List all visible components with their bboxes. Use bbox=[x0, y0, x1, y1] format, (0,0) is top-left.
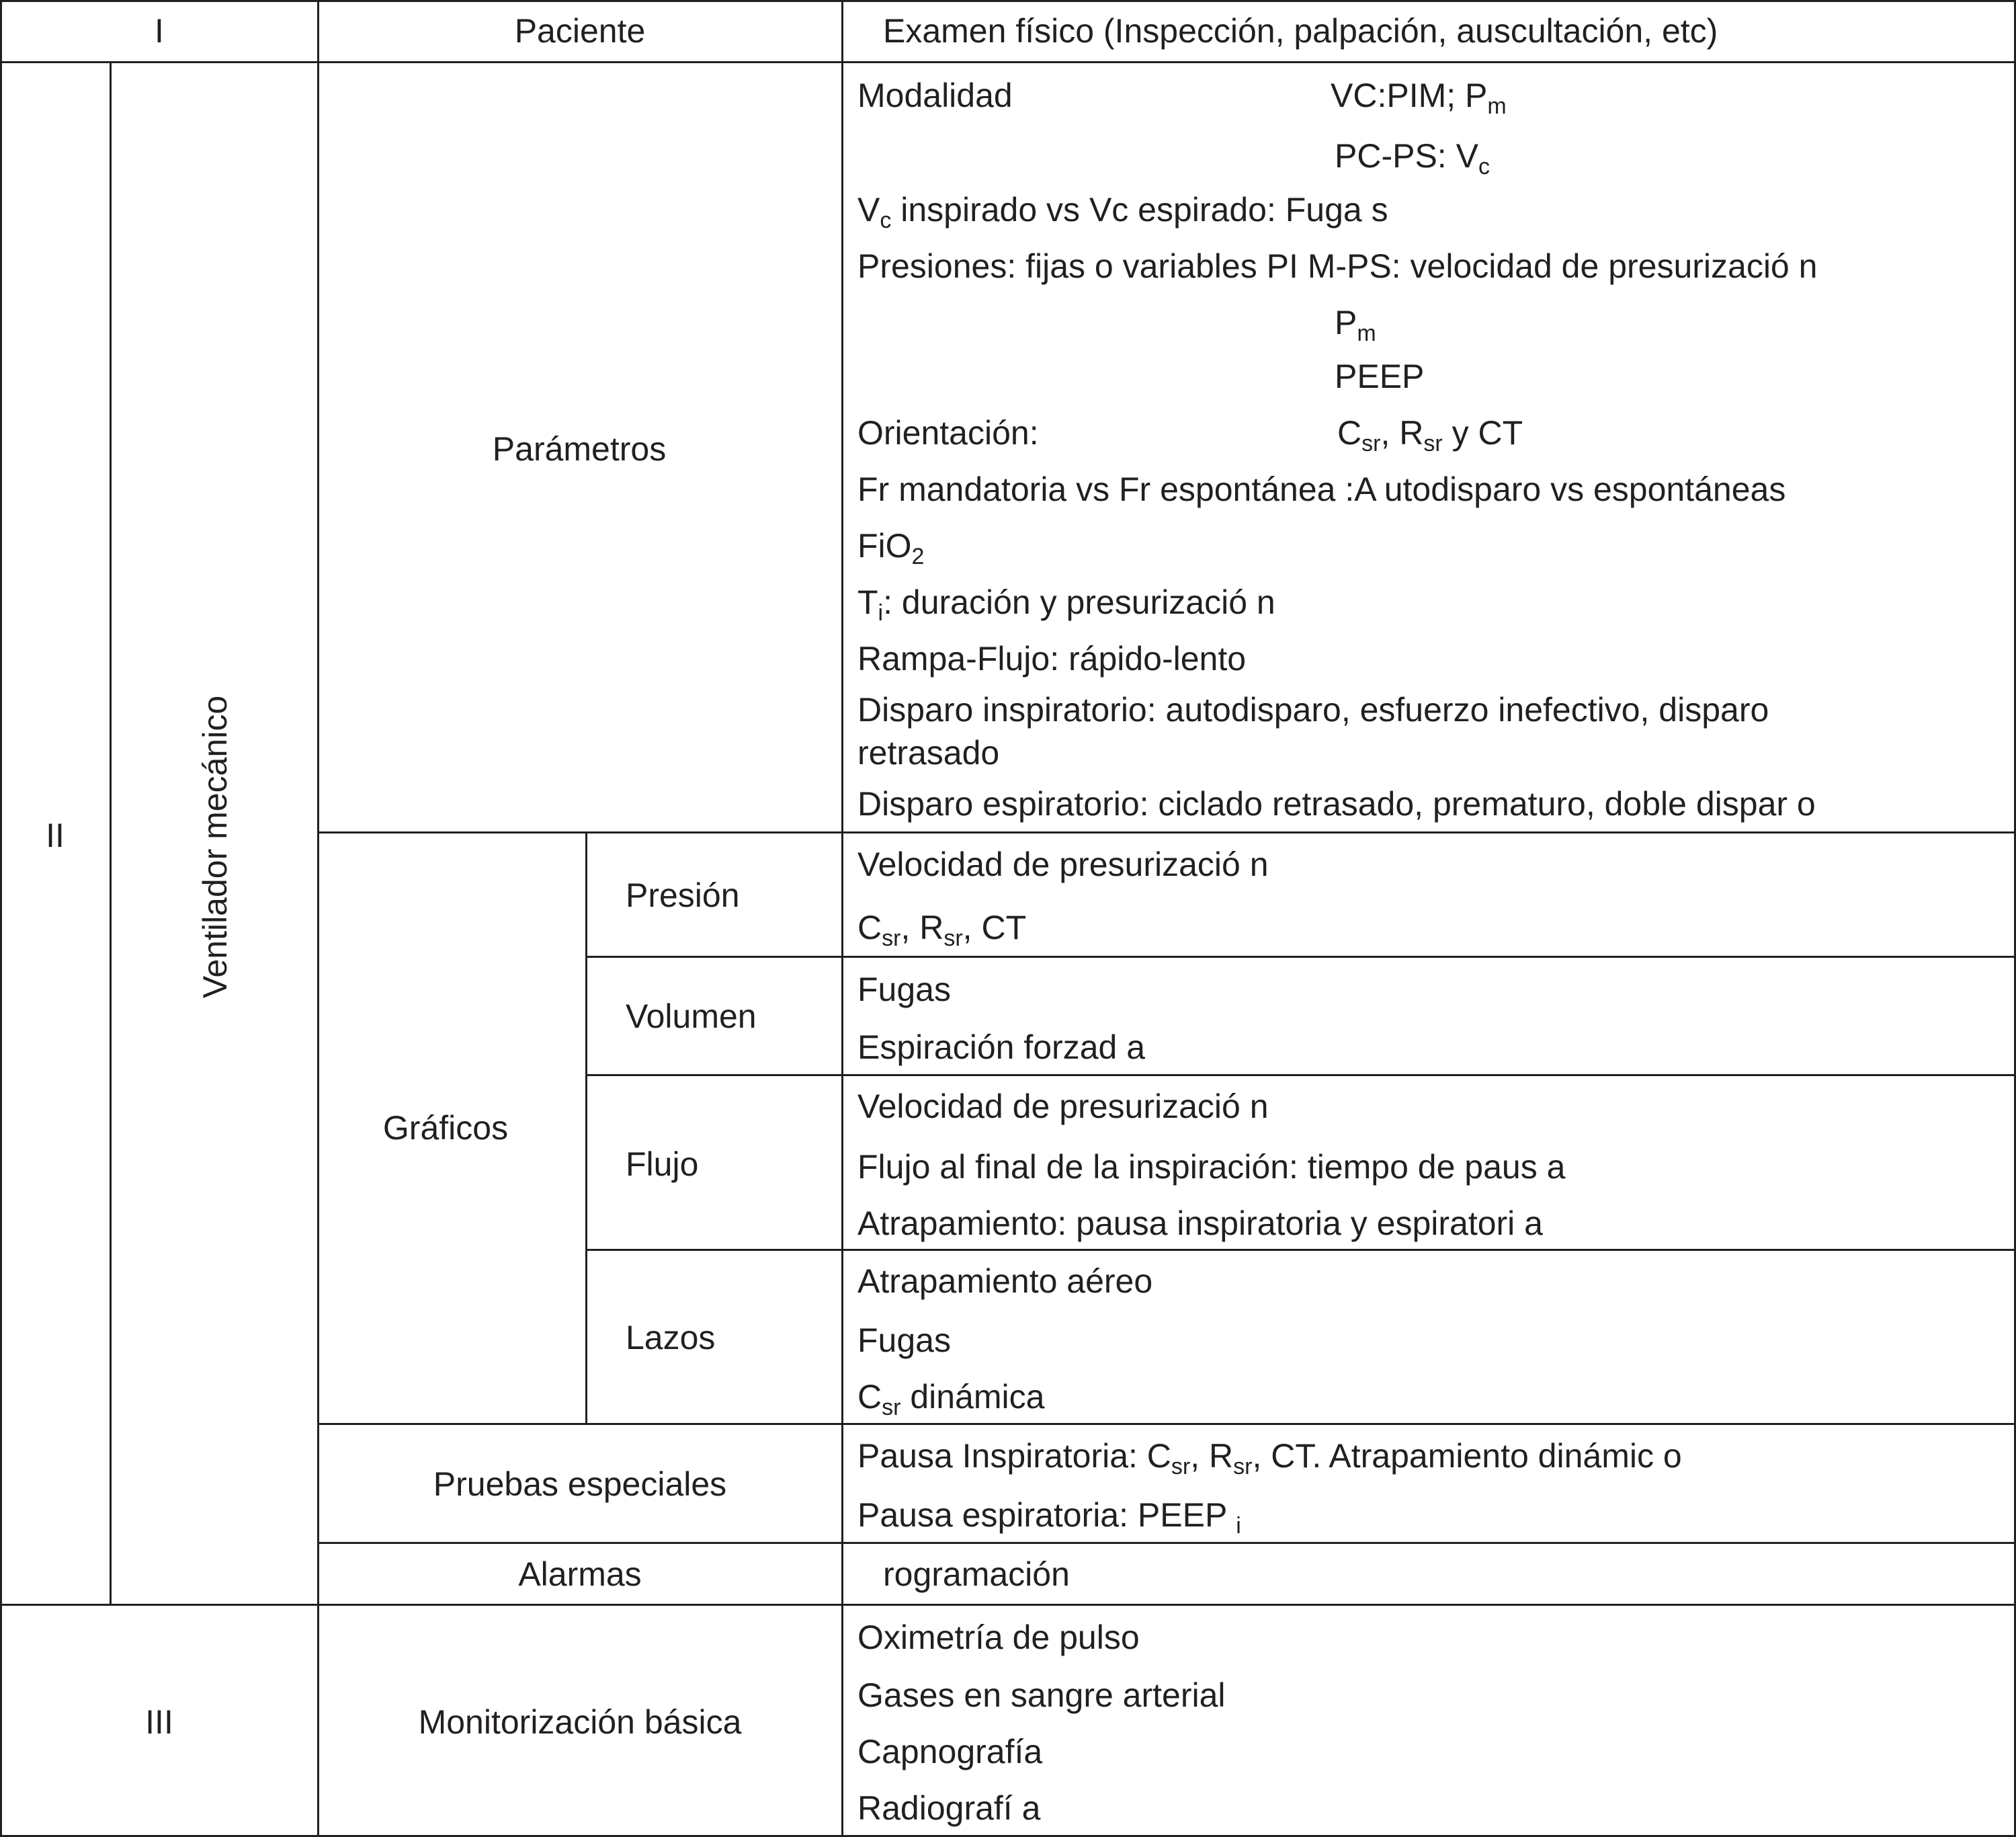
header-divider bbox=[0, 61, 2016, 63]
lazos-label: Lazos bbox=[626, 1319, 716, 1356]
disparo-insp-line1: Disparo inspiratorio: autodisparo, esfuerzo inefectivo, disparo bbox=[857, 691, 1769, 729]
modalidad-pc-ps: PC-PS: $V_c$ bbox=[1335, 137, 1490, 179]
section3-label: Monitorización básica bbox=[418, 1703, 742, 1741]
flujo-item3: Atrapamiento: pausa inspiratoria y espiratori a bbox=[857, 1205, 1543, 1242]
fr-row: Fr mandatoria vs Fr espontánea :A utodisparo vs espontáneas bbox=[857, 471, 1786, 508]
modalidad-vc-pim: VC:PIM; $P_m$ bbox=[1331, 77, 1507, 119]
disparo-insp-line2: retrasado bbox=[857, 734, 1000, 772]
graficos-divider bbox=[317, 1423, 2016, 1425]
paciente-column-divider bbox=[317, 0, 319, 1837]
section3-item3: Capnografía bbox=[857, 1733, 1043, 1770]
parametros-divider bbox=[317, 831, 2016, 833]
header-col2: Paciente bbox=[514, 12, 646, 50]
alarmas-item1: rogramación bbox=[883, 1555, 1070, 1593]
orientacion-label: Orientación: bbox=[857, 414, 1039, 452]
section3-item1: Oximetría de pulso bbox=[857, 1619, 1140, 1656]
pruebas-item2: Pausa espiratoria: PEEP $_i$ bbox=[857, 1496, 1241, 1539]
presiones-peep: PEEP bbox=[1335, 358, 1425, 395]
content-column-divider bbox=[841, 0, 843, 1837]
modalidad-label: Modalidad bbox=[857, 77, 1013, 114]
section2-roman: II bbox=[46, 817, 65, 854]
table-border-left bbox=[0, 0, 2, 1837]
parametros-label: Parámetros bbox=[492, 430, 667, 468]
vc-inspirado-vs-espirado: $V_c$ inspirado vs Vc espirado: Fuga s bbox=[857, 191, 1388, 233]
ventilador-column-divider bbox=[110, 61, 112, 1606]
lazos-item3: $C_{sr}$ dinámica bbox=[857, 1378, 1045, 1420]
volumen-divider bbox=[586, 1074, 2016, 1076]
section3-item2: Gases en sangre arterial bbox=[857, 1676, 1226, 1714]
header-col3: Examen físico (Inspección, palpación, auscultación, etc) bbox=[883, 12, 1718, 50]
volumen-item2: Espiración forzad a bbox=[857, 1028, 1146, 1066]
ti-row: $T_i$: duración y presurizació n bbox=[857, 583, 1275, 626]
presion-label: Presión bbox=[626, 876, 740, 914]
section2-title: Ventilador mecánico bbox=[196, 695, 234, 999]
pruebas-item1: Pausa Inspiratoria: $C_{sr}$, $R_{sr}$, CT. Atrapamiento dinámic o bbox=[857, 1437, 1682, 1479]
volumen-item1: Fugas bbox=[857, 971, 951, 1008]
pruebas-divider bbox=[317, 1542, 2016, 1544]
graficos-column-divider bbox=[585, 831, 587, 1425]
table-border-top bbox=[0, 0, 2016, 2]
presiones-row: Presiones: fijas o variables PI M-PS: velocidad de presurizació n bbox=[857, 247, 1818, 285]
flujo-label: Flujo bbox=[626, 1145, 699, 1183]
disparo-esp-row: Disparo espiratorio: ciclado retrasado, prematuro, doble dispar o bbox=[857, 785, 1816, 823]
alarmas-label: Alarmas bbox=[518, 1555, 642, 1593]
header-col1: I bbox=[155, 12, 164, 50]
presiones-pm: $P_m$ bbox=[1335, 304, 1376, 346]
rampa-row: Rampa-Flujo: rápido-lento bbox=[857, 640, 1247, 678]
section3-item4: Radiografí a bbox=[857, 1789, 1041, 1827]
graficos-label: Gráficos bbox=[382, 1109, 509, 1147]
presion-item2: $C_{sr}$, $R_{sr}$, CT bbox=[857, 909, 1027, 951]
flujo-item2: Flujo al final de la inspiración: tiempo de paus a bbox=[857, 1148, 1566, 1186]
lazos-item2: Fugas bbox=[857, 1321, 951, 1359]
section3-roman: III bbox=[145, 1703, 173, 1741]
pruebas-label: Pruebas especiales bbox=[433, 1465, 727, 1503]
lazos-item1: Atrapamiento aéreo bbox=[857, 1262, 1153, 1300]
section2-divider bbox=[0, 1604, 2016, 1606]
presion-divider bbox=[586, 956, 2016, 958]
volumen-label: Volumen bbox=[626, 997, 757, 1035]
fio2-row: FiO$_2$ bbox=[857, 527, 925, 569]
orientacion-values: $C_{sr}$, $R_{sr}$ y CT bbox=[1337, 414, 1523, 456]
flujo-divider bbox=[586, 1249, 2016, 1251]
presion-item1: Velocidad de presurizació n bbox=[857, 846, 1269, 883]
flujo-item1: Velocidad de presurizació n bbox=[857, 1088, 1269, 1125]
